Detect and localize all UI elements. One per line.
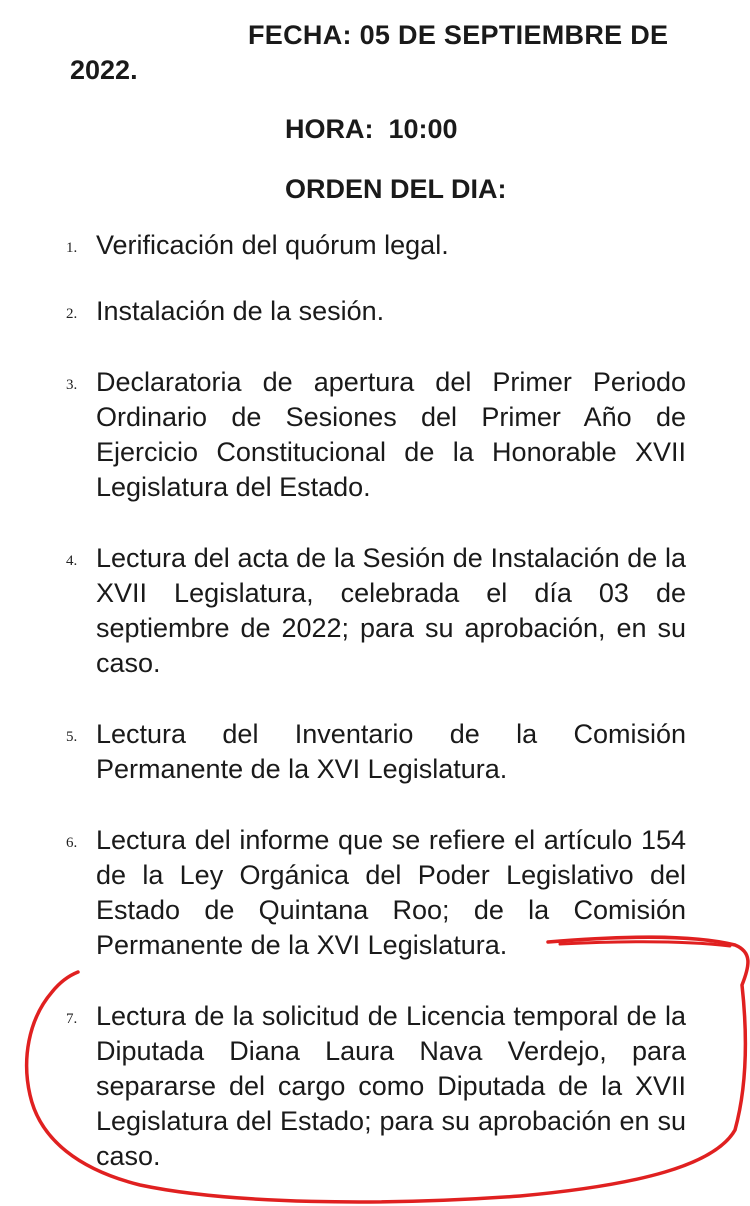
agenda-item-number: 2. — [66, 306, 78, 322]
agenda-item-number: 5. — [66, 729, 78, 745]
agenda-item-2 — [66, 294, 686, 329]
agenda-item-3 — [66, 365, 686, 505]
agenda-item-text: Lectura del Inventario de la Comisión Permanente de la XVI Legislatura. — [96, 719, 686, 784]
agenda-item-7 — [66, 999, 686, 1174]
time-line: HORA: 10:00 — [285, 114, 458, 144]
agenda-item-text: Declaratoria de apertura del Primer Periodo Ordinario de Sesiones del Primer Año de Ejercicio Constitucional de la Honorable XVII Legislatura del Estado. — [96, 367, 686, 502]
agenda-item-4 — [66, 541, 686, 681]
agenda-item-number: 4. — [66, 553, 78, 569]
date-line: FECHA: 05 DE SEPTIEMBRE DE — [248, 20, 669, 50]
agenda-item-number: 6. — [66, 835, 78, 851]
agenda-item-1 — [66, 228, 686, 263]
agenda-item-text: Instalación de la sesión. — [96, 296, 385, 326]
agenda-item-number: 3. — [66, 377, 78, 393]
agenda-item-5 — [66, 717, 686, 787]
agenda-item-number: 7. — [66, 1011, 78, 1027]
agenda-item-number: 1. — [66, 240, 78, 256]
agenda-item-6 — [66, 823, 686, 963]
agenda-item-text: Lectura del acta de la Sesión de Instalación de la XVII Legislatura, celebrada el día 03 de septiembre de 2022; para su aprobación, en su caso. — [96, 543, 686, 678]
agenda-item-text: Verificación del quórum legal. — [96, 230, 449, 260]
agenda-item-text: Lectura del informe que se refiere el artículo 154 de la Ley Orgánica del Poder Legislativo del Estado de Quintana Roo; de la Comisión Permanente de la XVI Legislatura. — [96, 825, 686, 960]
agenda-item-text: Lectura de la solicitud de Licencia temporal de la Diputada Diana Laura Nava Verdejo, para separarse del cargo como Diputada de la XVII Legislatura del Estado; para su aprobación en su caso. — [96, 1001, 686, 1171]
agenda-heading: ORDEN DEL DIA: — [285, 174, 507, 204]
date-year: 2022. — [70, 55, 138, 85]
